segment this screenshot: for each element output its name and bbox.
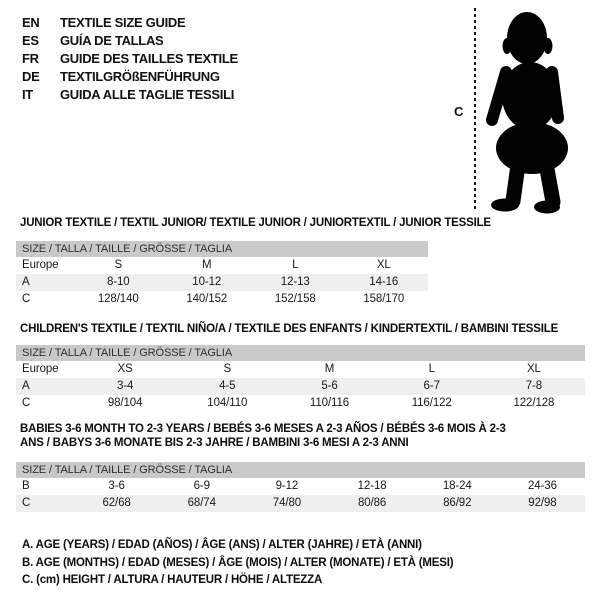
language-title: TEXTILE SIZE GUIDE <box>60 14 186 30</box>
size-cell: L <box>428 363 435 375</box>
table-row-europe <box>16 257 428 274</box>
row-label: C <box>22 497 31 509</box>
row-label: C <box>22 293 31 305</box>
height-cell: 116/122 <box>411 397 452 409</box>
language-title: TEXTILGRÖßENFÜHRUNG <box>60 68 220 84</box>
language-code: FR <box>22 50 39 66</box>
height-cell: 98/104 <box>107 397 143 409</box>
size-cell: XL <box>526 363 541 375</box>
age-cell: 5-6 <box>321 380 338 392</box>
language-row <box>22 49 238 67</box>
language-row <box>22 31 238 49</box>
language-row <box>22 67 238 85</box>
language-code: ES <box>22 32 39 48</box>
junior-table <box>16 241 428 308</box>
age-cell: 10-12 <box>192 276 222 288</box>
children-table-title: CHILDREN'S TEXTILE / TEXTIL NIÑO/A / TEXTILE DES ENFANTS / KINDERTEXTIL / BAMBINI TESSILE <box>20 323 559 335</box>
babies-table <box>16 462 585 512</box>
height-cell: 80/86 <box>357 497 387 509</box>
size-cell: XL <box>376 259 391 271</box>
size-header-bar: SIZE / TALLA / TAILLE / GRÖSSE / TAGLIA <box>16 345 585 361</box>
size-cell: L <box>292 259 299 271</box>
age-cell: 8-10 <box>106 276 130 288</box>
row-label: Europe <box>22 259 59 271</box>
height-cell: 152/158 <box>274 293 316 305</box>
table-row-height <box>16 291 428 308</box>
size-header-bar: SIZE / TALLA / TAILLE / GRÖSSE / TAGLIA <box>16 462 585 478</box>
row-label: C <box>22 397 31 409</box>
age-cell: 18-24 <box>442 480 472 492</box>
height-cell: 140/152 <box>186 293 228 305</box>
age-cell: 6-7 <box>423 380 440 392</box>
age-cell: 3-4 <box>116 380 134 392</box>
height-cell: 62/68 <box>102 497 131 509</box>
table-row-europe <box>16 361 585 378</box>
note-height-cm: C. (cm) HEIGHT / ALTURA / HAUTEUR / HÖHE / ALTEZZA <box>22 574 323 586</box>
height-cell: 110/116 <box>309 397 350 409</box>
size-cell: M <box>324 363 335 375</box>
language-title: GUIDE DES TAILLES TEXTILE <box>60 50 238 66</box>
legend-notes <box>22 537 453 590</box>
row-label: B <box>22 480 30 492</box>
language-code: IT <box>22 86 33 102</box>
table-row-height <box>16 395 585 412</box>
language-title: GUÍA DE TALLAS <box>60 32 164 48</box>
height-cell: 104/110 <box>207 397 248 409</box>
age-cell: 3-6 <box>108 480 125 492</box>
table-row-age-months <box>16 478 585 495</box>
age-cell: 4-5 <box>219 380 236 392</box>
height-cell: 128/140 <box>97 293 139 305</box>
language-row <box>22 85 238 103</box>
height-measure-dashed-line <box>474 8 476 210</box>
language-row <box>22 13 238 31</box>
age-cell: 14-16 <box>369 276 399 288</box>
age-cell: 12-18 <box>357 480 387 492</box>
height-cell: 74/80 <box>272 497 302 509</box>
baby-silhouette-icon <box>482 8 585 214</box>
note-age-months: B. AGE (MONTHS) / EDAD (MESES) / ÂGE (MOIS) / ALTER (MONATE) / ETÀ (MESI) <box>22 556 454 569</box>
size-header-bar: SIZE / TALLA / TAILLE / GRÖSSE / TAGLIA <box>16 241 428 257</box>
age-cell: 9-12 <box>275 480 299 492</box>
table-row-age <box>16 378 585 395</box>
note-age-years: A. AGE (YEARS) / EDAD (AÑOS) / ÂGE (ANS) / ALTER (JAHRE) / ETÀ (ANNI) <box>22 539 422 551</box>
children-table <box>16 345 585 412</box>
babies-table-title: BABIES 3-6 MONTH TO 2-3 YEARS / BEBÉS 3-6 MESES A 2-3 AÑOS / BÉBÉS 3-6 MOIS À 2-3 ANS / BABYS 3-6 MONATE BIS 2-3 JAHRE / BAMBINI 3-6 MESI A 2-3 ANNI <box>20 423 506 449</box>
age-cell: 24-36 <box>527 480 557 492</box>
row-label: A <box>22 380 30 392</box>
table-row-age <box>16 274 428 291</box>
language-title-list <box>22 13 238 103</box>
row-label: A <box>22 276 30 288</box>
junior-table-title: JUNIOR TEXTILE / TEXTIL JUNIOR/ TEXTILE JUNIOR / JUNIORTEXTIL / JUNIOR TESSILE <box>20 217 491 229</box>
age-cell: 7-8 <box>525 380 543 392</box>
age-cell: 12-13 <box>280 276 310 288</box>
age-cell: 6-9 <box>193 480 210 492</box>
height-cell: 68/74 <box>187 497 216 509</box>
language-title: GUIDA ALLE TAGLIE TESSILI <box>60 86 235 102</box>
row-label: Europe <box>22 363 59 375</box>
size-cell: S <box>114 259 123 271</box>
size-cell: XS <box>117 363 133 375</box>
height-cell: 92/98 <box>528 497 557 509</box>
size-cell: M <box>202 259 212 271</box>
language-code: EN <box>22 14 40 30</box>
height-cell: 158/170 <box>363 293 405 305</box>
table-row-height <box>16 495 585 512</box>
language-code: DE <box>22 68 40 84</box>
height-cell: 86/92 <box>443 497 472 509</box>
size-cell: S <box>223 363 232 375</box>
height-cell: 122/128 <box>513 397 555 409</box>
height-measure-label: C <box>454 104 464 119</box>
